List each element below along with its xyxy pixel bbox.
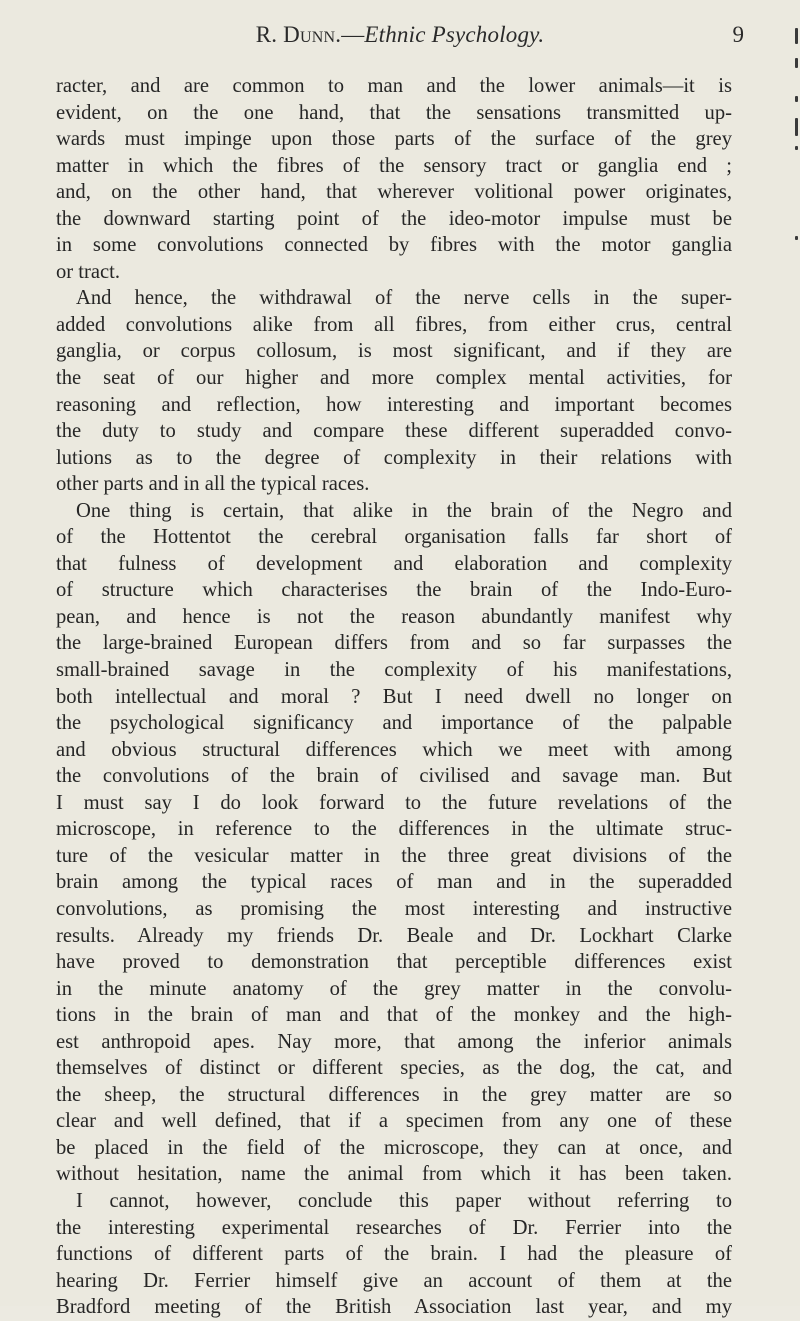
edge-mark — [795, 236, 798, 240]
text-line: and, on the other hand, that wherever volitional power originates, — [56, 181, 732, 204]
text-line: the large-brained European differs from and so far surpasses the — [56, 632, 732, 655]
text-line: reasoning and reflection, how interesting and important becomes — [56, 393, 732, 416]
body-text — [56, 73, 732, 1321]
text-line: small-brained savage in the complexity of his manifestations, — [56, 659, 732, 682]
running-head-title: Ethnic Psychology. — [364, 22, 545, 47]
text-line: the psychological significancy and importance of the palpable — [56, 712, 732, 735]
text-line: the convolutions of the brain of civilised and savage man. But — [56, 765, 732, 788]
text-line: I cannot, however, conclude this paper without referring to — [76, 1189, 732, 1212]
text-line: in some convolutions connected by fibres with the motor ganglia — [56, 234, 732, 257]
text-line: themselves of distinct or different species, as the dog, the cat, and — [56, 1057, 732, 1080]
text-line: pean, and hence is not the reason abundantly manifest why — [56, 605, 732, 628]
text-line: in the minute anatomy of the grey matter in the convolu- — [56, 977, 732, 1000]
text-line: brain among the typical races of man and in the superadded — [56, 871, 732, 894]
text-line: or tract. — [56, 260, 121, 283]
running-head-separator: — — [341, 22, 365, 47]
text-line: the duty to study and compare these different superadded convo- — [56, 420, 732, 443]
text-line: of the Hottentot the cerebral organisation falls far short of — [56, 526, 732, 549]
text-line: One thing is certain, that alike in the brain of the Negro and — [76, 499, 732, 522]
text-line: other parts and in all the typical races. — [56, 473, 370, 496]
text-line: added convolutions alike from all fibres, from either crus, central — [56, 313, 732, 336]
text-line: matter in which the fibres of the sensory tract or ganglia end ; — [56, 154, 732, 177]
running-head-author: R. Dunn. — [255, 22, 342, 47]
edge-mark — [795, 96, 798, 102]
text-line: wards must impinge upon those parts of the surface of the grey — [56, 128, 732, 151]
page-edge-marks — [786, 0, 800, 1306]
text-line: racter, and are common to man and the lower animals—it is — [56, 75, 732, 97]
text-line: have proved to demonstration that perceptible differences exist — [56, 951, 732, 974]
edge-mark — [795, 28, 798, 44]
text-line: the downward starting point of the ideo-motor impulse must be — [56, 207, 732, 230]
edge-mark — [795, 146, 798, 150]
text-line: And hence, the withdrawal of the nerve cells in the super- — [76, 287, 732, 310]
running-head — [56, 22, 744, 48]
edge-mark — [795, 118, 798, 136]
text-line: est anthropoid apes. Nay more, that among the inferior animals — [56, 1030, 732, 1053]
text-line: ture of the vesicular matter in the three great divisions of the — [56, 844, 732, 867]
text-line: both intellectual and moral ? But I need dwell no longer on — [56, 685, 732, 708]
text-line: functions of different parts of the brain. I had the pleasure of — [56, 1243, 732, 1266]
text-line: be placed in the field of the microscope, they can at once, and — [56, 1136, 732, 1159]
text-line: and obvious structural differences which we meet with among — [56, 738, 732, 761]
text-line: the sheep, the structural differences in the grey matter are so — [56, 1083, 732, 1106]
text-line: tions in the brain of man and that of the monkey and the high- — [56, 1004, 732, 1027]
text-line: convolutions, as promising the most interesting and instructive — [56, 897, 732, 920]
page-header — [56, 22, 744, 58]
text-line: microscope, in reference to the differences in the ultimate struc- — [56, 818, 732, 841]
text-line: results. Already my friends Dr. Beale and Dr. Lockhart Clarke — [56, 924, 732, 947]
text-line: that fulness of development and elaboration and complexity — [56, 552, 732, 575]
text-line: the seat of our higher and more complex mental activities, for — [56, 367, 732, 390]
text-line: I must say I do look forward to the future revelations of the — [56, 791, 732, 814]
edge-mark — [795, 58, 798, 68]
text-line: of structure which characterises the brain of the Indo-Euro- — [56, 579, 732, 602]
text-line: ganglia, or corpus collosum, is most significant, and if they are — [56, 340, 732, 363]
text-line: without hesitation, name the animal from which it has been taken. — [56, 1163, 732, 1186]
text-line: lutions as to the degree of complexity in their relations with — [56, 446, 732, 469]
text-line: the interesting experimental researches of Dr. Ferrier into the — [56, 1216, 732, 1239]
text-line: hearing Dr. Ferrier himself give an account of them at the — [56, 1269, 732, 1292]
text-line: clear and well defined, that if a specimen from any one of these — [56, 1110, 732, 1133]
text-line: evident, on the one hand, that the sensations transmitted up- — [56, 101, 732, 124]
text-line: Bradford meeting of the British Association last year, and my — [56, 1296, 732, 1319]
page-number: 9 — [732, 22, 744, 47]
